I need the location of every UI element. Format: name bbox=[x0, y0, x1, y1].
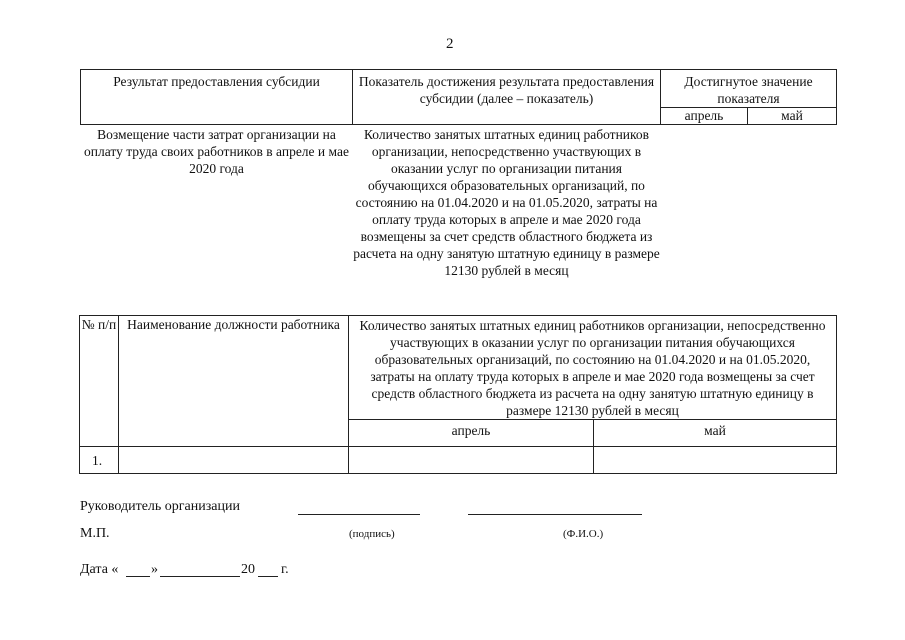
header-position: Наименование должности работника bbox=[119, 316, 349, 447]
date-month-line[interactable] bbox=[160, 576, 240, 577]
row-num: 1. bbox=[80, 447, 119, 474]
header-achieved: Достигнутое значение показателя bbox=[661, 70, 837, 108]
name-line[interactable] bbox=[468, 514, 642, 515]
body-result: Возмещение части затрат организации на оплату труда своих работников в апреле и мае 2020 года bbox=[84, 127, 349, 176]
date-mid: » bbox=[151, 562, 158, 577]
page-number: 2 bbox=[446, 36, 454, 52]
subsidy-result-table bbox=[80, 69, 837, 279]
staff-table bbox=[79, 315, 837, 474]
signature-line[interactable] bbox=[298, 514, 420, 515]
body-indicator: Количество занятых штатных единиц работников организации, непосредственно участвующих в оказании услуг по организации питания обучающихся образовательных организаций, по состоянию на 01.04.2020 и на 01.05.2020, затраты на оплату труда которых в апреле и мае 2020 года возмещены за счет средств областного бюджета из расчета на одну занятую штатную единицу в размере 12130 рублей в месяц bbox=[353, 127, 660, 278]
header-indicator: Количество занятых штатных единиц работников организации, непосредственно участвующих в оказании услуг по организации питания обучающихся образовательных организаций, по состоянию на 01.04.2020 и на 01.05.2020, затраты на оплату труда которых в апреле и мае 2020 года возмещены за счет средств областного бюджета из расчета на одну занятую штатную единицу в размере 12130 рублей в месяц bbox=[349, 316, 837, 420]
header-month-may: май bbox=[594, 420, 837, 447]
date-day-line[interactable] bbox=[126, 576, 150, 577]
table-row bbox=[80, 447, 837, 474]
sign-caption: (подпись) bbox=[349, 528, 395, 540]
row-april[interactable] bbox=[349, 447, 594, 474]
row-may[interactable] bbox=[594, 447, 837, 474]
header-month-april: апрель bbox=[661, 108, 748, 125]
header-indicator: Показатель достижения результата предоставления субсидии (далее – показатель) bbox=[353, 70, 661, 125]
stamp-label: М.П. bbox=[80, 526, 110, 541]
row-position[interactable] bbox=[119, 447, 349, 474]
head-label: Руководитель организации bbox=[80, 499, 240, 514]
date-year: 20 bbox=[241, 562, 255, 577]
date-year-line[interactable] bbox=[258, 576, 278, 577]
date-suffix: г. bbox=[281, 562, 289, 577]
header-result: Результат предоставления субсидии bbox=[81, 70, 353, 125]
header-month-april: апрель bbox=[349, 420, 594, 447]
name-caption: (Ф.И.О.) bbox=[563, 528, 604, 540]
header-num: № п/п bbox=[80, 316, 119, 447]
date-prefix: Дата « bbox=[80, 562, 119, 577]
header-month-may: май bbox=[748, 108, 837, 125]
